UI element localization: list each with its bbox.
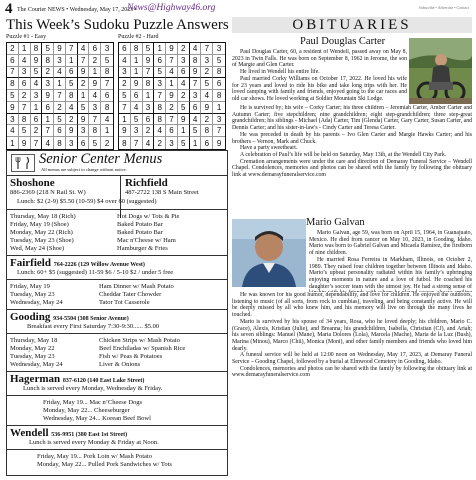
- sudoku-cell: 5: [201, 78, 213, 90]
- menu-item: Chicken Strips w/ Mash Potato: [99, 337, 180, 344]
- sudoku-cell: 3: [119, 67, 131, 79]
- menu-item: Cheddar Tater Chowder: [99, 291, 162, 298]
- sudoku-cell: 8: [101, 67, 113, 79]
- sudoku-cell: 4: [154, 125, 166, 137]
- fork-knife-icon: [11, 154, 35, 172]
- puzzle1-label: Puzzle #1 - Easy: [6, 34, 47, 40]
- sudoku-cell: 2: [154, 137, 166, 149]
- sudoku-cell: 3: [31, 90, 43, 102]
- sudoku-cell: 7: [31, 137, 43, 149]
- obituary-name-carter: Paul Douglas Carter: [300, 36, 386, 47]
- sudoku-cell: 4: [201, 90, 213, 102]
- obituary-paragraph: Paul Douglas Carter, 60, a resident of Wendell, passed away on May 8, 2023 in Twin Falls. He was born on September 8, 1962 in Jerome, the son of Margie and Glen Carter.: [232, 49, 407, 69]
- sudoku-cell: 1: [31, 102, 43, 114]
- sudoku-cell: 8: [201, 125, 213, 137]
- sudoku-cell: 2: [119, 78, 131, 90]
- obituary-body-carter: [232, 105, 472, 213]
- sudoku-cell: 1: [7, 137, 19, 149]
- sudoku-cell: 2: [66, 114, 78, 126]
- senior-center-menus: [6, 150, 228, 476]
- sudoku-cell: 2: [89, 55, 101, 67]
- fairfield-lunch: Lunch: 60+ $5 (suggested) 11-59 $6 / 5-10 $2 / under 5 free: [17, 269, 174, 276]
- sudoku-cell: 8: [101, 102, 113, 114]
- menu-item: Baked Potato Bar: [117, 229, 163, 236]
- sudoku-cell: 3: [178, 55, 190, 67]
- divider: [7, 333, 227, 334]
- sudoku-cell: 3: [213, 43, 225, 55]
- sudoku-cell: 1: [143, 90, 155, 102]
- sudoku-cell: 3: [166, 137, 178, 149]
- obituary-body-carter-top: [232, 49, 407, 105]
- sudoku-cell: 8: [213, 67, 225, 79]
- divider: [7, 255, 227, 256]
- sudoku-cell: 9: [78, 114, 90, 126]
- sudoku-cell: 2: [166, 102, 178, 114]
- sudoku-cell: 2: [42, 67, 54, 79]
- obituary-paragraph: He was preceded in death by his parents – Ivo Glen Carter and Margie Hawks Carter; and his brothers – Vernon, Mark and Chuck.: [232, 131, 472, 145]
- sudoku-cell: 7: [190, 78, 202, 90]
- sudoku-cell: 8: [89, 125, 101, 137]
- sudoku-cell: 4: [66, 102, 78, 114]
- sudoku-cell: 5: [119, 90, 131, 102]
- obituary-body-galvan-side: [309, 230, 472, 292]
- sudoku-cell: 7: [78, 55, 90, 67]
- sudoku-cell: 8: [42, 55, 54, 67]
- gooding-title: Gooding 934-5504 (308 Senior Avenue): [10, 311, 129, 323]
- sudoku-cell: 6: [143, 114, 155, 126]
- sudoku-cell: 6: [166, 125, 178, 137]
- sudoku-cell: 6: [190, 102, 202, 114]
- sudoku-cell: 8: [154, 102, 166, 114]
- sudoku-cell: 7: [7, 67, 19, 79]
- sudoku-cell: 1: [178, 125, 190, 137]
- sudoku-cell: 8: [54, 137, 66, 149]
- sudoku-cell: 2: [19, 90, 31, 102]
- shoshone-lunch: Lunch: $2 (2-9) $5.50 (10-59) $4 over 60 (suggested): [17, 198, 157, 205]
- sudoku-cell: 6: [7, 55, 19, 67]
- sudoku-cell: 7: [101, 78, 113, 90]
- sudoku-cell: 9: [166, 90, 178, 102]
- sudoku-cell: 4: [42, 137, 54, 149]
- sudoku-grid-easy: [6, 42, 114, 150]
- fairfield-title: Fairfield 764-2226 (129 Willow Avenue West): [10, 257, 145, 269]
- sudoku-cell: 5: [31, 67, 43, 79]
- sudoku-cell: 2: [178, 90, 190, 102]
- sudoku-cell: 9: [19, 137, 31, 149]
- sudoku-cell: 5: [190, 125, 202, 137]
- obituaries-heading: OBITUARIES: [232, 17, 472, 33]
- carter-photo: [409, 38, 472, 104]
- sudoku-cell: 3: [19, 67, 31, 79]
- obituary-paragraph: Condolences, memories and photos can be shared with the family by following the obituary link at www.demarayfuneralservice.com: [232, 365, 472, 379]
- sudoku-cell: 1: [131, 67, 143, 79]
- sudoku-cell: 5: [7, 90, 19, 102]
- gooding-breakfast: Breakfast every First Saturday 7:30-9:30...... $5.00: [27, 323, 160, 330]
- sudoku-cell: 4: [31, 78, 43, 90]
- sudoku-cell: 3: [54, 55, 66, 67]
- sudoku-cell: 4: [131, 102, 143, 114]
- sudoku-cell: 3: [101, 43, 113, 55]
- sudoku-cell: 7: [213, 125, 225, 137]
- sudoku-cell: 5: [178, 137, 190, 149]
- sudoku-cell: 6: [19, 78, 31, 90]
- sudoku-cell: 3: [143, 102, 155, 114]
- senior-center-title: Senior Center Menus: [39, 151, 163, 167]
- shoshone-divider: [120, 175, 121, 218]
- sudoku-cell: 2: [78, 78, 90, 90]
- sudoku-cell: 3: [190, 90, 202, 102]
- sudoku-cell: 4: [19, 55, 31, 67]
- sudoku-cell: 9: [201, 102, 213, 114]
- sudoku-cell: 6: [66, 67, 78, 79]
- sudoku-cell: 9: [42, 90, 54, 102]
- menu-item: Hot Dogs w/ Tots & Pie: [117, 213, 180, 220]
- hagerman-title: Hagerman 837-6120 (140 East Lake Street): [10, 373, 145, 385]
- senior-center-header: [7, 151, 227, 176]
- obituary-paragraph: He is survived by; his wife – Corky Carter; his three children – Jeremiah Carter, Amber Carter and Autumn Carter; five stepchildren; nine grandchildren; eight step-grandchildren; three step-great grandchildren; his siblings - Michael (Ada) Carter, Tim (Glenda) Carter, Gary Carter, Susan Carter, and Dennis Carter; and his sister-in-law's - Cindy Carter and Teresa Carter.: [232, 105, 472, 132]
- wendell-lunch: Lunch is served every Monday & Friday at Noon.: [29, 439, 159, 446]
- sudoku-cell: 9: [178, 114, 190, 126]
- menu-item: Baked Potato Bar: [117, 221, 163, 228]
- sudoku-cell: 8: [31, 43, 43, 55]
- sudoku-cell: 8: [131, 43, 143, 55]
- sudoku-cell: 4: [166, 67, 178, 79]
- sudoku-cell: 6: [131, 90, 143, 102]
- menu-day: Thursday, May 18 (Rich): [10, 213, 76, 220]
- header-note: Subscribe • Advertise • Contact: [418, 5, 469, 10]
- menu-item: Liver & Onions: [99, 361, 141, 368]
- obituary-paragraph: He married Rosa Ferreira in Markham, Illinois, on October 2, 1989. They raised four children together between Illinois and Idaho. Mario’s upbeat personality radiated within his family’s upbringing enjoying moments in nature and a love of futbol. He coached his daughter’s soccer team with the utmost joy. He had a strong sense of: [309, 256, 472, 290]
- sudoku-cell: 6: [54, 125, 66, 137]
- menu-day: Tuesday, May 23 (Shoe): [10, 237, 74, 244]
- email-address[interactable]: News@Highway46.org: [127, 3, 216, 13]
- sudoku-cell: 2: [143, 125, 155, 137]
- sudoku-cell: 3: [201, 55, 213, 67]
- sudoku-cell: 9: [119, 125, 131, 137]
- sudoku-cell: 7: [66, 43, 78, 55]
- obituary-paragraph: Have a party sweetheart.: [240, 145, 298, 152]
- sudoku-cell: 5: [89, 137, 101, 149]
- sudoku-cell: 7: [143, 67, 155, 79]
- sudoku-cell: 1: [89, 67, 101, 79]
- obituary-paragraph: Cremation arrangements were under the care and direction of Demaray Funeral Service – Wendell Chapel. Condolences, memories and photos can be shared with the family by following the obituary link at www.demarayfuneralservice.com: [232, 158, 472, 179]
- menu-day: Wednesday, May 24: [10, 299, 63, 306]
- sudoku-cell: 8: [66, 90, 78, 102]
- sudoku-cell: 3: [42, 78, 54, 90]
- sudoku-cell: 6: [31, 114, 43, 126]
- sudoku-cell: 6: [119, 43, 131, 55]
- sudoku-cell: 6: [78, 137, 90, 149]
- sudoku-cell: 9: [131, 78, 143, 90]
- divider: [7, 449, 227, 450]
- sudoku-cell: 1: [54, 78, 66, 90]
- sudoku-cell: 8: [190, 55, 202, 67]
- menu-day: Friday, May 19 (Shoe): [10, 221, 69, 228]
- sudoku-cell: 1: [213, 102, 225, 114]
- menu-day: Monday, May 22: [10, 345, 55, 352]
- sudoku-cell: 7: [201, 43, 213, 55]
- divider: [7, 279, 227, 280]
- sudoku-cell: 8: [154, 114, 166, 126]
- sudoku-cell: 8: [119, 137, 131, 149]
- sudoku-cell: 9: [89, 78, 101, 90]
- divider: [7, 309, 227, 310]
- puzzle2-label: Puzzle #2 - Hard: [118, 34, 159, 40]
- menu-item: Beef Enchiladas w/ Spanish Rice: [99, 345, 186, 352]
- page-number: 4: [5, 1, 13, 17]
- sudoku-cell: 8: [19, 114, 31, 126]
- sudoku-cell: 1: [19, 43, 31, 55]
- sudoku-cell: 6: [89, 43, 101, 55]
- sudoku-cell: 6: [101, 90, 113, 102]
- sudoku-cell: 5: [143, 43, 155, 55]
- obituary-paragraph: Paul married Corky Williams on October 17, 2022. He loved his wife for 23 years and loved to ride his bike and take long trips with her. He loved camping with family and friends, enjoyed going to the car races and old car shows. He loved working at Soldier Mountain Ski Lodge.: [232, 75, 407, 102]
- sudoku-cell: 2: [7, 43, 19, 55]
- sudoku-cell: 9: [7, 102, 19, 114]
- shoshone-phone: 886-2369 (218 N Rail St. W): [10, 189, 86, 196]
- sudoku-cell: 7: [166, 114, 178, 126]
- sudoku-cell: 1: [42, 114, 54, 126]
- sudoku-cell: 6: [178, 67, 190, 79]
- sudoku-cell: 1: [66, 55, 78, 67]
- menu-item: Fish w/ Peas & Potatoes: [99, 353, 163, 360]
- obituary-paragraph: A funeral service will be held at 12:00 noon on Wednesday, May 17, 2023, at Demaray Funeral Service – Gooding Chapel, followed by a burial at Elmwood Cemetery in Gooding, Idaho.: [232, 352, 472, 366]
- sudoku-cell: 2: [54, 102, 66, 114]
- menu-day: Wednesday, May 24: [10, 361, 63, 368]
- obituary-paragraph: Mario is survived by his spouse of 34 years, Rosa, who he loved deeply; his children, Mario C. (Grace), Alexis, Kristian (Julie), and Breanna; his grandchildren, Isabella, Christian (CJ), and Ariah; his seven siblings: Manuel (Mane), Maria Dolores (Lola), Marcela (Mache), Maria de la Luz (Bush), Marina (Minou), Marco (Chii), Monica (Moni), and other family members and friends who loved him dearly.: [232, 318, 472, 352]
- sudoku-cell: 5: [54, 114, 66, 126]
- obituary-paragraph: Mario Galvan, age 59, was born on April 15, 1964, in Guanajuato, Mexico. He died from cancer on May 10, 2023, in Gooding, Idaho. Mario was born to Gabriel Galvan and Micaela Ramírez, the firstborn of nine children.: [309, 230, 472, 257]
- menu-day: Monday, May 22 (Rich): [10, 229, 73, 236]
- sudoku-cell: 1: [154, 43, 166, 55]
- sudoku-cell: 2: [178, 43, 190, 55]
- sudoku-title: This Week’s Sudoku Puzzle Answers: [6, 17, 229, 33]
- menu-item: Hamburger & Fries: [117, 245, 168, 252]
- sudoku-cell: 4: [78, 43, 90, 55]
- menu-day: Wed, May 24 (Shoe): [10, 245, 64, 252]
- sudoku-cell: 3: [154, 78, 166, 90]
- sudoku-cell: 2: [31, 125, 43, 137]
- page-header: [5, 2, 471, 17]
- sudoku-cell: 1: [119, 114, 131, 126]
- divider: [7, 209, 227, 210]
- obituary-paragraph: He was known for his good humor, dependability, and love for children. He enjoyed the outdoors, listening to music (of all sorts, from rock to cumbias), traveling, and being constantly active. He will be deeply missed by all who knew him, and his memory will live on through the many lives he touched.: [232, 292, 472, 319]
- menu-day: Tuesday, May 23: [10, 353, 55, 360]
- sudoku-cell: 4: [178, 78, 190, 90]
- sudoku-cell: 7: [19, 102, 31, 114]
- sudoku-cell: 9: [216, 138, 222, 148]
- sudoku-cell: 4: [7, 125, 19, 137]
- menu-day: Friday, May 19: [10, 283, 50, 290]
- sudoku-cell: 6: [201, 137, 213, 149]
- menu-item: Mac n'Cheese w/ Ham: [117, 237, 176, 244]
- sudoku-cell: 9: [78, 67, 90, 79]
- sudoku-cell: 3: [66, 137, 78, 149]
- sudoku-cell: 1: [166, 78, 178, 90]
- sudoku-cell: 6: [42, 102, 54, 114]
- sudoku-cell: 2: [104, 138, 110, 148]
- fairfield-info: 764-2226 (129 Willow Avenue West): [53, 262, 145, 268]
- obituary-paragraph: A celebration of Paul’s life will be held on Saturday, May 13th, at the Wendell City Park.: [240, 151, 447, 158]
- sudoku-cell: 3: [89, 102, 101, 114]
- sudoku-cell: 5: [66, 78, 78, 90]
- sudoku-cell: 9: [66, 125, 78, 137]
- sudoku-cell: 7: [42, 125, 54, 137]
- sudoku-cell: 5: [19, 125, 31, 137]
- divider: [7, 395, 227, 396]
- sudoku-cell: 5: [213, 55, 225, 67]
- sudoku-cell: 4: [190, 43, 202, 55]
- hagerman-info: 837-6120 (140 East Lake Street): [62, 378, 145, 384]
- sudoku-cell: 5: [178, 102, 190, 114]
- sudoku-cell: 2: [201, 114, 213, 126]
- sudoku-grid-hard: [118, 42, 226, 150]
- obituary-name-galvan: Mario Galvan: [306, 217, 365, 228]
- sudoku-cell: 2: [201, 67, 213, 79]
- paper-dateline: The Courier NEWS • Wednesday, May 17, 2023 •: [17, 7, 137, 13]
- wendell-info: 536-9951 (380 East 1st Street): [51, 432, 128, 438]
- menu-line: Friday, May 19... Pork Loin w/ Mash Potato: [37, 453, 152, 460]
- sudoku-cell: 6: [154, 55, 166, 67]
- sudoku-cell: 7: [166, 55, 178, 67]
- sudoku-cell: 7: [54, 90, 66, 102]
- senior-center-note: All menus are subject to change without notice.: [41, 167, 127, 172]
- sudoku-cell: 3: [7, 114, 19, 126]
- sudoku-cell: 1: [131, 55, 143, 67]
- richfield-title: Richfield: [125, 177, 168, 189]
- sudoku-cell: 4: [89, 90, 101, 102]
- hagerman-lunch: Lunch is served every Monday, Wednesday & Friday.: [23, 385, 163, 392]
- sudoku-cell: 4: [119, 55, 131, 67]
- menu-line: Monday, May 22... Cheeseburger: [43, 407, 130, 414]
- sudoku-cell: 6: [213, 78, 225, 90]
- divider: [7, 425, 227, 426]
- sudoku-cell: 9: [54, 43, 66, 55]
- sudoku-cell: 5: [78, 102, 90, 114]
- wendell-title: Wendell 536-9951 (380 East 1st Street): [10, 427, 128, 439]
- menu-line: Monday, May 22... Pulled Pork Sandwiches w/ Tots: [37, 461, 172, 468]
- sudoku-cell: 4: [101, 114, 113, 126]
- sudoku-cell: 3: [213, 114, 225, 126]
- obituary-paragraph: He lived in Wendell his entire life.: [240, 69, 320, 76]
- menu-item: Tator Tot Casserole: [99, 299, 150, 306]
- richfield-phone: 487-2722 138 S Main Street: [125, 189, 199, 196]
- gooding-info: 934-5504 (308 Senior Avenue): [53, 316, 129, 322]
- sudoku-cell: 7: [154, 90, 166, 102]
- sudoku-cell: 8: [143, 78, 155, 90]
- sudoku-cell: 7: [89, 114, 101, 126]
- menu-item: Ham Dinner w/ Mash Potato: [99, 283, 174, 290]
- sudoku-cell: 4: [190, 114, 202, 126]
- sudoku-cell: 5: [131, 114, 143, 126]
- menu-day: Tuesday, May 23: [10, 291, 55, 298]
- sudoku-cell: 9: [31, 55, 43, 67]
- sudoku-cell: 5: [101, 55, 113, 67]
- sudoku-cell: 9: [143, 55, 155, 67]
- sudoku-cell: 5: [154, 67, 166, 79]
- sudoku-cell: 4: [54, 67, 66, 79]
- sudoku-cell: 5: [42, 43, 54, 55]
- sudoku-cell: 8: [7, 78, 19, 90]
- sudoku-cell: 1: [190, 137, 202, 149]
- sudoku-cell: 3: [131, 125, 143, 137]
- sudoku-cell: 1: [78, 90, 90, 102]
- menu-line: Wednesday, May 24... Korean Beef Bowl: [43, 415, 151, 422]
- galvan-photo: [232, 219, 306, 287]
- obituary-body-galvan: [232, 292, 472, 476]
- sudoku-cell: 8: [213, 90, 225, 102]
- sudoku-cell: 7: [131, 137, 143, 149]
- shoshone-title: Shoshone: [10, 177, 55, 189]
- sudoku-cell: 1: [101, 125, 113, 137]
- menu-day: Thursday, May 18: [10, 337, 58, 344]
- menu-line: Friday, May 19... Mac n’Cheese Dogs: [43, 399, 143, 406]
- sudoku-cell: 9: [166, 43, 178, 55]
- sudoku-cell: 7: [119, 102, 131, 114]
- sudoku-cell: 3: [78, 125, 90, 137]
- divider: [7, 371, 227, 372]
- sudoku-cell: 9: [190, 67, 202, 79]
- sudoku-cell: 4: [143, 137, 155, 149]
